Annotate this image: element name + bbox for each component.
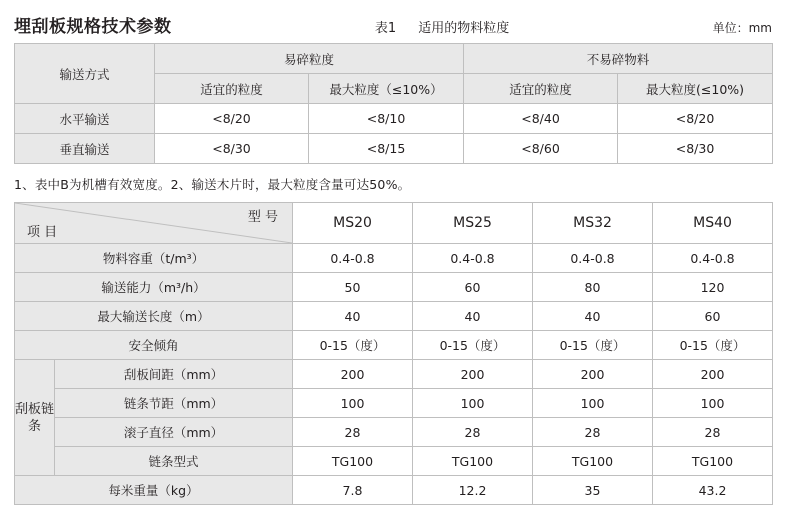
cell: <8/60 xyxy=(464,134,618,164)
cell: TG100 xyxy=(413,447,533,476)
cell: 28 xyxy=(293,418,413,447)
unit-label: 单位：mm xyxy=(712,21,772,35)
table1-wrapper xyxy=(0,43,790,164)
row-label: 垂直输送 xyxy=(15,134,155,164)
cell: 40 xyxy=(413,302,533,331)
cell: 100 xyxy=(413,389,533,418)
table-row xyxy=(15,331,773,360)
cell: <8/20 xyxy=(155,104,309,134)
cell: 35 xyxy=(533,476,653,505)
cell: 80 xyxy=(533,273,653,302)
param-label: 链条节距（mm） xyxy=(55,389,293,418)
cell: 0-15（度） xyxy=(293,331,413,360)
cell: 200 xyxy=(293,360,413,389)
row-label-header: 输送方式 xyxy=(15,44,155,104)
table-row xyxy=(15,44,773,74)
model-header: MS25 xyxy=(413,203,533,244)
group-header-nonfragile: 不易碎物料 xyxy=(464,44,773,74)
row-label: 水平输送 xyxy=(15,104,155,134)
param-label: 安全倾角 xyxy=(15,331,293,360)
cell: 50 xyxy=(293,273,413,302)
cell: 0.4-0.8 xyxy=(413,244,533,273)
table-row xyxy=(15,360,773,389)
param-label: 刮板间距（mm） xyxy=(55,360,293,389)
param-label: 链条型式 xyxy=(55,447,293,476)
model-header: MS20 xyxy=(293,203,413,244)
cell: 0-15（度） xyxy=(653,331,773,360)
param-label: 物料容重（t/m³） xyxy=(15,244,293,273)
param-label: 输送能力（m³/h） xyxy=(15,273,293,302)
group-label-scraper-chain: 刮板链条 xyxy=(15,360,55,476)
cell: 100 xyxy=(653,389,773,418)
particle-size-table xyxy=(14,43,773,164)
table-number: 表1 xyxy=(374,21,397,36)
cell: 28 xyxy=(653,418,773,447)
cell: <8/10 xyxy=(309,104,464,134)
cell: 0.4-0.8 xyxy=(653,244,773,273)
corner-header-cell xyxy=(15,203,293,244)
cell: 200 xyxy=(413,360,533,389)
cell: 43.2 xyxy=(653,476,773,505)
table-row xyxy=(15,476,773,505)
cell: TG100 xyxy=(293,447,413,476)
cell: 28 xyxy=(413,418,533,447)
cell: <8/40 xyxy=(464,104,618,134)
cell: 0-15（度） xyxy=(533,331,653,360)
table-row xyxy=(15,418,773,447)
table-row xyxy=(15,273,773,302)
table-caption xyxy=(172,17,713,36)
sub-header-2: 适宜的粒度 xyxy=(464,74,618,104)
corner-label-item: 项 目 xyxy=(27,225,58,240)
cell: 7.8 xyxy=(293,476,413,505)
model-header: MS32 xyxy=(533,203,653,244)
cell: <8/20 xyxy=(618,104,773,134)
cell: 40 xyxy=(533,302,653,331)
cell: 0.4-0.8 xyxy=(533,244,653,273)
cell: <8/30 xyxy=(155,134,309,164)
param-label: 最大输送长度（m） xyxy=(15,302,293,331)
cell: 0-15（度） xyxy=(413,331,533,360)
table-row xyxy=(15,104,773,134)
cell: 28 xyxy=(533,418,653,447)
param-label: 每米重量（kg） xyxy=(15,476,293,505)
table-row xyxy=(15,389,773,418)
cell: TG100 xyxy=(533,447,653,476)
cell: 60 xyxy=(653,302,773,331)
cell: <8/15 xyxy=(309,134,464,164)
specification-table xyxy=(14,202,773,505)
model-header: MS40 xyxy=(653,203,773,244)
page-title: 埋刮板规格技术参数 xyxy=(14,17,172,37)
page-header xyxy=(0,0,790,43)
cell: 120 xyxy=(653,273,773,302)
table-caption-text: 适用的物料粒度 xyxy=(418,21,510,36)
group-header-fragile: 易碎粒度 xyxy=(155,44,464,74)
cell: <8/30 xyxy=(618,134,773,164)
corner-label-model: 型 号 xyxy=(247,210,278,225)
sub-header-0: 适宜的粒度 xyxy=(155,74,309,104)
cell: 40 xyxy=(293,302,413,331)
table-row xyxy=(15,447,773,476)
cell: 60 xyxy=(413,273,533,302)
sub-header-1: 最大粒度（≤10%） xyxy=(309,74,464,104)
table-row xyxy=(15,134,773,164)
cell: 100 xyxy=(293,389,413,418)
footnote: 1、表中B为机槽有效宽度。2、输送木片时，最大粒度含量可达50%。 xyxy=(14,177,411,192)
param-label: 滚子直径（mm） xyxy=(55,418,293,447)
cell: 100 xyxy=(533,389,653,418)
table-row xyxy=(15,302,773,331)
sub-header-3: 最大粒度(≤10%) xyxy=(618,74,773,104)
cell: 200 xyxy=(533,360,653,389)
cell: 0.4-0.8 xyxy=(293,244,413,273)
table-header-row xyxy=(15,203,773,244)
table2-wrapper xyxy=(0,202,790,505)
cell: 200 xyxy=(653,360,773,389)
cell: 12.2 xyxy=(413,476,533,505)
cell: TG100 xyxy=(653,447,773,476)
table-row xyxy=(15,244,773,273)
